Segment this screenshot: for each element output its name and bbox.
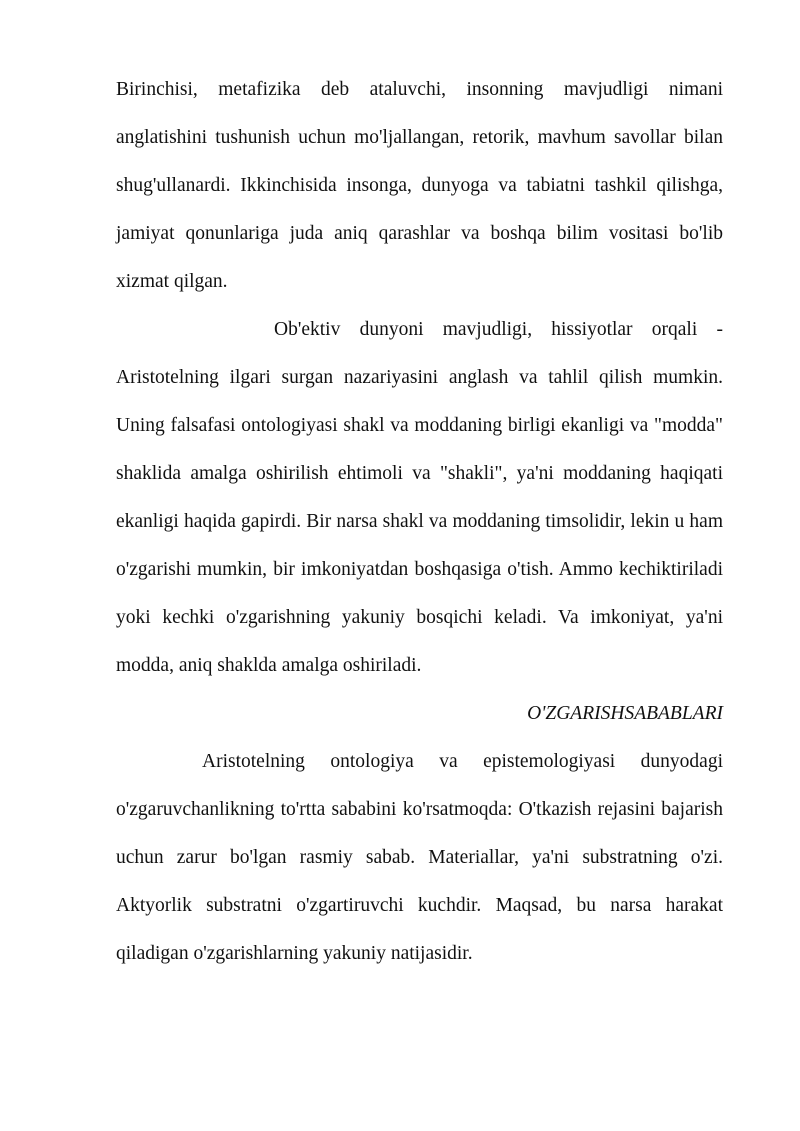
section-heading: O'ZGARISHSABABLARI: [527, 703, 723, 724]
paragraph-metaphysics: Birinchisi, metafizika deb ataluvchi, insonning mavjudligi nimani anglatishini tushunish uchun mo'ljallangan, retorik, mavhum savollar bilan shug'ullanardi. Ikkinchisida insonga, dunyoga va tabiatni tashkil qilishga, jamiyat qonunlariga juda aniq qarashlar va boshqa bilim vositasi bo'lib xizmat qilgan.: [116, 79, 723, 292]
paragraph-aristotle-ontology: Ob'ektiv dunyoni mavjudligi, hissiyotlar orqali - Aristotelning ilgari surgan nazariyasini anglash va tahlil qilish mumkin. Uning falsafasi ontologiyasi shakl va moddaning birligi ekanligi va "modda" shaklida amalga oshirilish ehtimoli va "shakli", ya'ni moddaning haqiqati ekanligi haqida gapirdi. Bir narsa shakl va moddaning timsolidir, lekin u ham o'zgarishi mumkin, bir imkoniyatdan boshqasiga o'tish. Ammo kechiktiriladi yoki kechki o'zgarishning yakuniy bosqichi keladi. Va imkoniyat, ya'ni modda, aniq shaklda amalga oshiriladi.: [116, 319, 723, 676]
paragraph-four-causes: Aristotelning ontologiya va epistemologiyasi dunyodagi o'zgaruvchanlikning to'rtta sababini ko'rsatmoqda: O'tkazish rejasini bajarish uchun zarur bo'lgan rasmiy sabab. Materiallar, ya'ni substratning o'zi. Aktyorlik substratni o'zgartiruvchi kuchdir. Maqsad, bu narsa harakat qiladigan o'zgarishlarning yakuniy natijasidir.: [116, 751, 723, 964]
document-page: [116, 66, 723, 978]
